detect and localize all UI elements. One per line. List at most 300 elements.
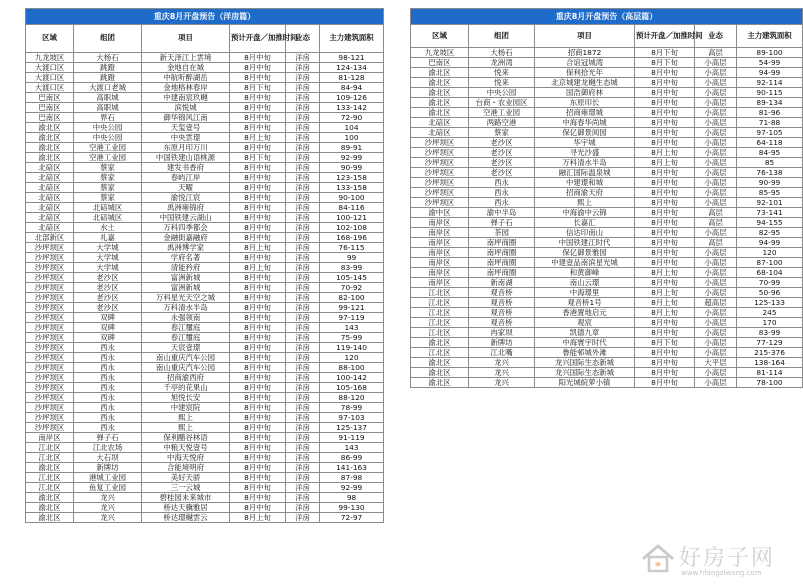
cell-type: 小高层 — [695, 198, 737, 208]
cell-project: 东原月印万川 — [142, 143, 230, 153]
table-row — [26, 403, 384, 413]
cell-project: 中建宸院 — [142, 403, 230, 413]
cell-project: 招商1872 — [535, 48, 635, 58]
cell-area: 215-376 — [737, 348, 803, 358]
cell-district: 巴南区 — [411, 58, 469, 68]
cell-open-date: 8月中旬 — [230, 123, 286, 133]
cell-project: 富洲新城 — [142, 273, 230, 283]
cell-area: 76-138 — [737, 168, 803, 178]
col-header-project: 项目 — [142, 25, 230, 53]
cell-project: 天宸壹璟 — [142, 343, 230, 353]
cell-type: 小高层 — [695, 68, 737, 78]
cell-area: 97-119 — [320, 313, 384, 323]
cell-project: 保利拾光年 — [535, 68, 635, 78]
cell-open-date: 8月上旬 — [635, 298, 695, 308]
col-header-open-date: 预计开盘／加推时间 — [635, 25, 695, 48]
cell-type: 洋房 — [286, 343, 320, 353]
cell-area: 77-129 — [737, 338, 803, 348]
cell-open-date: 8月中旬 — [230, 483, 286, 493]
cell-cluster: 新南湖 — [469, 278, 535, 288]
cell-open-date: 8月中旬 — [635, 318, 695, 328]
table-row — [26, 83, 384, 93]
cell-area: 73-141 — [737, 208, 803, 218]
table-row — [411, 188, 803, 198]
cell-area: 143 — [320, 443, 384, 453]
cell-district: 北碚区 — [411, 128, 469, 138]
table-row — [411, 158, 803, 168]
table-row — [26, 93, 384, 103]
cell-cluster: 老沙区 — [469, 148, 535, 158]
table-row — [411, 78, 803, 88]
cell-district: 渝北区 — [411, 358, 469, 368]
cell-open-date: 8月中旬 — [230, 63, 286, 73]
cell-type: 小高层 — [695, 348, 737, 358]
cell-cluster: 龙兴 — [469, 368, 535, 378]
table-row — [26, 303, 384, 313]
cell-open-date: 8月中旬 — [230, 323, 286, 333]
cell-cluster: 西永 — [74, 403, 142, 413]
cell-project: 美好天骄 — [142, 473, 230, 483]
table-row — [26, 163, 384, 173]
cell-district: 沙坪坝区 — [411, 168, 469, 178]
cell-project: 天玺壹号 — [142, 123, 230, 133]
cell-type: 洋房 — [286, 423, 320, 433]
cell-cluster: 悦来 — [469, 68, 535, 78]
cell-type: 小高层 — [695, 118, 737, 128]
cell-project: 万科星光天空之城 — [142, 293, 230, 303]
cell-type: 小高层 — [695, 128, 737, 138]
cell-area: 124-134 — [320, 63, 384, 73]
cell-cluster: 高职城 — [74, 93, 142, 103]
cell-cluster: 大学城 — [74, 253, 142, 263]
cell-project: 旭悦长安 — [142, 393, 230, 403]
cell-project: 中航听醉湖岳 — [142, 73, 230, 83]
cell-cluster: 西永 — [74, 343, 142, 353]
cell-type: 小高层 — [695, 378, 737, 388]
housing-table-gaoceng — [410, 8, 803, 388]
cell-type: 洋房 — [286, 353, 320, 363]
cell-area: 133-158 — [320, 183, 384, 193]
cell-area: 245 — [737, 308, 803, 318]
cell-type: 洋房 — [286, 63, 320, 73]
cell-district: 沙坪坝区 — [26, 393, 74, 403]
table-row — [26, 283, 384, 293]
cell-district: 渝中区 — [411, 208, 469, 218]
cell-open-date: 8月中旬 — [635, 278, 695, 288]
cell-area: 85 — [737, 158, 803, 168]
cell-district: 渝北区 — [411, 78, 469, 88]
cell-project: 金融街嘉融府 — [142, 233, 230, 243]
cell-district: 北碚区 — [26, 163, 74, 173]
cell-project: 和黄御峰 — [535, 268, 635, 278]
cell-district: 沙坪坝区 — [26, 323, 74, 333]
cell-open-date: 8月中旬 — [635, 68, 695, 78]
cell-area: 83-99 — [320, 263, 384, 273]
cell-project: 合能境明府 — [142, 463, 230, 473]
cell-open-date: 8月上旬 — [635, 308, 695, 318]
cell-type: 洋房 — [286, 163, 320, 173]
cell-area: 88-120 — [320, 393, 384, 403]
cell-area: 102-108 — [320, 223, 384, 233]
cell-project: 保亿御景雅园 — [535, 248, 635, 258]
cell-project: 中海天悦府 — [142, 453, 230, 463]
cell-project: 招商雍璟城 — [535, 108, 635, 118]
cell-cluster: 北碚城区 — [74, 203, 142, 213]
cell-project: 凯德九章 — [535, 328, 635, 338]
cell-project: 中建璟和城 — [535, 178, 635, 188]
table-row — [26, 473, 384, 483]
table-row — [411, 48, 803, 58]
cell-district: 渝北区 — [411, 378, 469, 388]
cell-type: 洋房 — [286, 393, 320, 403]
cell-type: 小高层 — [695, 288, 737, 298]
cell-area: 138-164 — [737, 358, 803, 368]
table-title: 重庆8月开盘预告（高层篇） — [411, 9, 803, 25]
cell-open-date: 8月中旬 — [230, 413, 286, 423]
cell-open-date: 8月中旬 — [230, 173, 286, 183]
table-row — [411, 88, 803, 98]
cell-type: 高层 — [695, 48, 737, 58]
table-row — [411, 178, 803, 188]
cell-district: 沙坪坝区 — [26, 273, 74, 283]
cell-open-date: 8月中旬 — [635, 118, 695, 128]
table-row — [26, 153, 384, 163]
cell-open-date: 8月下旬 — [635, 338, 695, 348]
cell-district: 渝北区 — [411, 98, 469, 108]
cell-area: 78-100 — [737, 378, 803, 388]
cell-cluster: 台商・农业园区 — [469, 98, 535, 108]
cell-open-date: 8月中旬 — [230, 93, 286, 103]
cell-area: 72-97 — [320, 513, 384, 523]
cell-open-date: 8月中旬 — [230, 143, 286, 153]
cell-cluster: 界石 — [74, 113, 142, 123]
col-header-district: 区域 — [26, 25, 74, 53]
cell-area: 94-99 — [737, 68, 803, 78]
cell-open-date: 8月中旬 — [230, 253, 286, 263]
col-header-area: 主力建筑面积 — [320, 25, 384, 53]
cell-district: 沙坪坝区 — [411, 178, 469, 188]
cell-open-date: 8月中旬 — [635, 138, 695, 148]
cell-area: 99-121 — [320, 303, 384, 313]
cell-project: 南山重庆汽车公园 — [142, 353, 230, 363]
cell-district: 渝北区 — [411, 88, 469, 98]
cell-open-date: 8月中旬 — [230, 223, 286, 233]
watermark-brand: 好房子网 — [679, 546, 776, 571]
table-row — [26, 203, 384, 213]
cell-open-date: 8月中旬 — [635, 108, 695, 118]
cell-area: 98-121 — [320, 53, 384, 63]
cell-project: 中海春华尚城 — [535, 118, 635, 128]
cell-type: 洋房 — [286, 313, 320, 323]
cell-district: 沙坪坝区 — [26, 373, 74, 383]
cell-cluster: 北碚城区 — [74, 213, 142, 223]
table-row — [26, 63, 384, 73]
table-row — [26, 183, 384, 193]
table-row — [411, 168, 803, 178]
cell-open-date: 8月上旬 — [230, 263, 286, 273]
table-row — [411, 118, 803, 128]
cell-open-date: 8月中旬 — [635, 368, 695, 378]
cell-open-date: 8月中旬 — [635, 328, 695, 338]
cell-district: 沙坪坝区 — [26, 283, 74, 293]
cell-area: 100-142 — [320, 373, 384, 383]
cell-open-date: 8月中旬 — [230, 53, 286, 63]
cell-area: 85-95 — [737, 188, 803, 198]
cell-cluster: 龙兴 — [469, 358, 535, 368]
cell-area: 64-118 — [737, 138, 803, 148]
cell-open-date: 8月上旬 — [230, 513, 286, 523]
cell-project: 中国铁建云湖山 — [142, 213, 230, 223]
cell-area: 90-115 — [737, 88, 803, 98]
cell-type: 洋房 — [286, 433, 320, 443]
cell-project: 春江璽庭 — [142, 323, 230, 333]
cell-district: 渝北区 — [411, 68, 469, 78]
cell-type: 洋房 — [286, 203, 320, 213]
cell-area: 70-99 — [737, 278, 803, 288]
col-header-project: 项目 — [535, 25, 635, 48]
table-row — [26, 253, 384, 263]
cell-type: 小高层 — [695, 308, 737, 318]
cell-area: 89-100 — [737, 48, 803, 58]
col-header-type: 业态 — [695, 25, 737, 48]
cell-district: 南岸区 — [411, 218, 469, 228]
table-row — [26, 233, 384, 243]
cell-area: 125-133 — [737, 298, 803, 308]
cell-cluster: 江北农场 — [74, 443, 142, 453]
cell-open-date: 8月中旬 — [230, 283, 286, 293]
cell-cluster: 观音桥 — [469, 308, 535, 318]
cell-type: 洋房 — [286, 303, 320, 313]
table-row — [411, 138, 803, 148]
cell-district: 沙坪坝区 — [26, 383, 74, 393]
cell-cluster: 大石坝 — [74, 453, 142, 463]
cell-project: 熙上 — [535, 198, 635, 208]
cell-area: 99 — [320, 253, 384, 263]
cell-cluster: 西永 — [74, 413, 142, 423]
cell-project: 天曜 — [142, 183, 230, 193]
cell-open-date: 8月中旬 — [635, 228, 695, 238]
cell-cluster: 西永 — [74, 393, 142, 403]
cell-district: 大渡口区 — [26, 83, 74, 93]
cell-type: 小高层 — [695, 258, 737, 268]
cell-district: 江北区 — [26, 473, 74, 483]
cell-district: 沙坪坝区 — [26, 263, 74, 273]
cell-cluster: 龙兴 — [74, 513, 142, 523]
cell-open-date: 8月中旬 — [230, 393, 286, 403]
cell-project: 万科清水半岛 — [535, 158, 635, 168]
cell-open-date: 8月中旬 — [230, 233, 286, 243]
cell-open-date: 8月下旬 — [635, 48, 695, 58]
cell-district: 渝北区 — [26, 513, 74, 523]
cell-cluster: 新牌坊 — [74, 463, 142, 473]
cell-district: 江北区 — [411, 348, 469, 358]
table-row — [411, 268, 803, 278]
cell-area: 87-98 — [320, 473, 384, 483]
cell-open-date: 8月中旬 — [635, 198, 695, 208]
cell-open-date: 8月中旬 — [230, 493, 286, 503]
cell-area: 105-168 — [320, 383, 384, 393]
cell-district: 九龙坡区 — [411, 48, 469, 58]
cell-type: 洋房 — [286, 233, 320, 243]
cell-open-date: 8月上旬 — [230, 243, 286, 253]
cell-cluster: 蔡家 — [74, 163, 142, 173]
cell-open-date: 8月中旬 — [635, 178, 695, 188]
cell-district: 大渡口区 — [26, 73, 74, 83]
cell-open-date: 8月上旬 — [635, 288, 695, 298]
table-row — [26, 323, 384, 333]
cell-project: 春屿江岸 — [142, 173, 230, 183]
cell-area: 125-137 — [320, 423, 384, 433]
cell-cluster: 龙兴 — [74, 503, 142, 513]
table-row — [26, 103, 384, 113]
cell-open-date: 8月中旬 — [230, 403, 286, 413]
cell-cluster: 中央公园 — [469, 88, 535, 98]
table-row — [26, 423, 384, 433]
table-row — [411, 108, 803, 118]
table-row — [411, 298, 803, 308]
cell-cluster: 渝中半岛 — [469, 208, 535, 218]
table-row — [411, 318, 803, 328]
cell-area: 81-128 — [320, 73, 384, 83]
cell-open-date: 8月中旬 — [230, 113, 286, 123]
cell-district: 南岸区 — [26, 433, 74, 443]
table-row — [26, 53, 384, 63]
cell-open-date: 8月中旬 — [230, 313, 286, 323]
cell-area: 84-94 — [320, 83, 384, 93]
cell-open-date: 8月中旬 — [230, 433, 286, 443]
col-header-area: 主力建筑面积 — [737, 25, 803, 48]
cell-open-date: 8月下旬 — [635, 58, 695, 68]
cell-open-date: 8月中旬 — [230, 383, 286, 393]
cell-type: 洋房 — [286, 333, 320, 343]
cell-type: 洋房 — [286, 133, 320, 143]
cell-cluster: 新牌坊 — [469, 338, 535, 348]
cell-project: 观音桥1号 — [535, 298, 635, 308]
table-row — [411, 218, 803, 228]
table-row — [26, 73, 384, 83]
cell-cluster: 空港工业园 — [469, 108, 535, 118]
table-header-row — [411, 25, 803, 48]
table-row — [26, 363, 384, 373]
cell-area: 141-163 — [320, 463, 384, 473]
cell-type: 小高层 — [695, 88, 737, 98]
cell-cluster: 西永 — [469, 198, 535, 208]
table-row — [26, 143, 384, 153]
cell-type: 小高层 — [695, 228, 737, 238]
cell-area: 68-104 — [737, 268, 803, 278]
cell-area: 100-121 — [320, 213, 384, 223]
cell-project: 东原印长 — [535, 98, 635, 108]
cell-project: 禹洲雍锦府 — [142, 203, 230, 213]
cell-cluster: 观音桥 — [469, 318, 535, 328]
cell-cluster: 蔡家 — [469, 128, 535, 138]
cell-project: 鲁能邨城外滩 — [535, 348, 635, 358]
cell-cluster: 双碑 — [74, 313, 142, 323]
table-row — [26, 123, 384, 133]
table-row — [411, 338, 803, 348]
col-header-cluster: 组团 — [469, 25, 535, 48]
cell-project: 中海寰宇时代 — [535, 338, 635, 348]
cell-area: 120 — [320, 353, 384, 363]
cell-type: 洋房 — [286, 463, 320, 473]
cell-open-date: 8月中旬 — [230, 193, 286, 203]
cell-open-date: 8月中旬 — [635, 258, 695, 268]
cell-cluster: 弹子石 — [74, 433, 142, 443]
cell-open-date: 8月中旬 — [230, 73, 286, 83]
cell-type: 洋房 — [286, 273, 320, 283]
cell-cluster: 弹子石 — [469, 218, 535, 228]
cell-cluster: 龙兴 — [74, 493, 142, 503]
cell-cluster: 西永 — [469, 188, 535, 198]
cell-area: 75-99 — [320, 333, 384, 343]
table-row — [26, 173, 384, 183]
cell-open-date: 8月中旬 — [635, 78, 695, 88]
cell-open-date: 8月中旬 — [635, 128, 695, 138]
cell-open-date: 8月上旬 — [635, 268, 695, 278]
cell-cluster: 冉家坝 — [469, 328, 535, 338]
cell-open-date: 8月中旬 — [230, 423, 286, 433]
cell-type: 洋房 — [286, 243, 320, 253]
cell-project: 中海渝中云锦 — [535, 208, 635, 218]
cell-type: 洋房 — [286, 453, 320, 463]
table-row — [411, 378, 803, 388]
cell-cluster: 南坪商圈 — [469, 248, 535, 258]
cell-open-date: 8月中旬 — [230, 183, 286, 193]
table-row — [411, 68, 803, 78]
cell-type: 高层 — [695, 218, 737, 228]
cell-project: 清能矜府 — [142, 263, 230, 273]
cell-area: 88-100 — [320, 363, 384, 373]
house-logo-icon — [641, 542, 675, 574]
cell-district: 沙坪坝区 — [411, 138, 469, 148]
cell-project: 保利醋谷林语 — [142, 433, 230, 443]
cell-type: 洋房 — [286, 223, 320, 233]
cell-cluster: 老沙区 — [74, 273, 142, 283]
cell-area: 133-142 — [320, 103, 384, 113]
cell-area: 81-96 — [737, 108, 803, 118]
cell-area: 90-99 — [320, 163, 384, 173]
table-row — [411, 328, 803, 338]
cell-type: 洋房 — [286, 173, 320, 183]
cell-district: 江北区 — [411, 308, 469, 318]
cell-area: 54-99 — [737, 58, 803, 68]
cell-cluster: 蔡家 — [74, 193, 142, 203]
cell-type: 小高层 — [695, 328, 737, 338]
cell-district: 渝北区 — [411, 108, 469, 118]
cell-type: 洋房 — [286, 93, 320, 103]
cell-type: 小高层 — [695, 58, 737, 68]
cell-project: 华宇城 — [535, 138, 635, 148]
cell-open-date: 8月中旬 — [230, 463, 286, 473]
cell-cluster: 港城工业园 — [74, 473, 142, 483]
cell-type: 小高层 — [695, 158, 737, 168]
cell-project: 熙上 — [142, 413, 230, 423]
cell-cluster: 礼嘉 — [74, 233, 142, 243]
cell-area: 92-99 — [320, 483, 384, 493]
cell-district: 巴南区 — [26, 93, 74, 103]
cell-project: 阳光城皖萝小镇 — [535, 378, 635, 388]
cell-type: 洋房 — [286, 483, 320, 493]
table-row — [26, 273, 384, 283]
cell-type: 超高层 — [695, 298, 737, 308]
cell-open-date: 8月中旬 — [230, 363, 286, 373]
table-row — [411, 98, 803, 108]
cell-district: 江北区 — [411, 328, 469, 338]
cell-area: 92-99 — [320, 153, 384, 163]
cell-district: 北碚区 — [26, 173, 74, 183]
cell-area: 92-101 — [737, 198, 803, 208]
table-row — [411, 228, 803, 238]
